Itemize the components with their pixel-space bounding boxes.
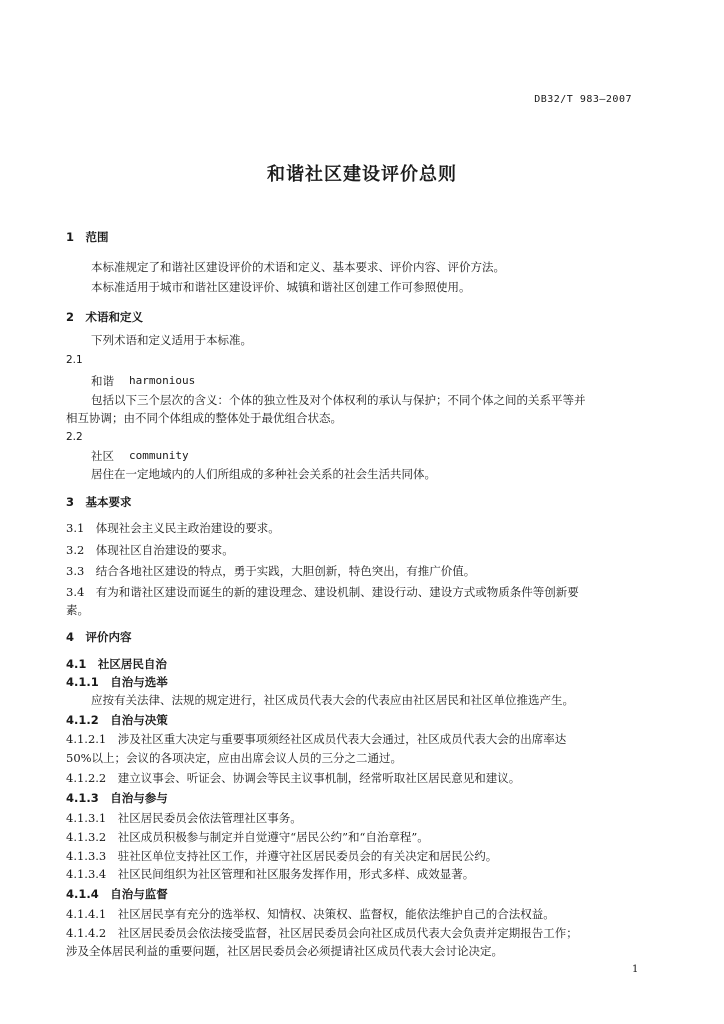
clause-heading: 4.1.1 自治与选举	[66, 675, 168, 689]
section-heading: 4 评价内容	[66, 630, 132, 644]
list-item: 3.3 结合各地社区建设的特点，勇于实践，大胆创新，特色突出，有推广价值。	[66, 564, 476, 578]
list-item: 4.1.2.2 建立议事会、听证会、协调会等民主议事机制，经常听取社区居民意见和建议。	[66, 771, 521, 785]
term-definition: 包括以下三个层次的含义：个体的独立性及对个体权利的承认与保护；不同个体之间的关系平等并	[91, 393, 586, 407]
section-heading: 1 范围	[66, 230, 109, 244]
page-title: 和谐社区建设评价总则	[267, 164, 457, 185]
term-number: 2.2	[66, 431, 83, 443]
list-item: 3.2 体现社区自治建设的要求。	[66, 543, 234, 557]
list-item: 4.1.3.1 社区居民委员会依法管理社区事务。	[66, 811, 302, 825]
list-item: 4.1.3.4 社区民间组织为社区管理和社区服务发挥作用，形式多样、成效显著。	[66, 867, 475, 881]
paragraph: 本标准规定了和谐社区建设评价的术语和定义、基本要求、评价内容、评价方法。	[91, 260, 505, 274]
list-item: 4.1.4.1 社区居民享有充分的选举权、知情权、决策权、监督权，能依法维护自己的合法权益。	[66, 907, 555, 921]
subsection-heading: 4.1 社区居民自治	[66, 657, 167, 671]
clause-heading: 4.1.4 自治与监督	[66, 887, 168, 901]
list-item: 4.1.4.2 社区居民委员会依法接受监督，社区居民委员会向社区成员代表大会负责并定期报告工作；	[66, 926, 578, 940]
clause-heading: 4.1.3 自治与参与	[66, 791, 168, 805]
paragraph: 应按有关法律、法规的规定进行，社区成员代表大会的代表应由社区居民和社区单位推选产生。	[91, 693, 574, 707]
section-heading: 2 术语和定义	[66, 310, 144, 324]
page-number: 1	[632, 964, 639, 975]
list-item: 3.1 体现社会主义民主政治建设的要求。	[66, 521, 280, 535]
term-definition: 相互协调；由不同个体组成的整体处于最优组合状态。	[66, 411, 342, 425]
section-heading: 3 基本要求	[66, 495, 132, 509]
paragraph: 下列术语和定义适用于本标准。	[91, 333, 252, 347]
term-en: community	[129, 449, 189, 462]
list-item-continuation: 素。	[66, 603, 89, 617]
term-cn: 社区	[91, 449, 114, 463]
list-item: 4.1.2.1 涉及社区重大决定与重要事项须经社区成员代表大会通过，社区成员代表大会的出席率达	[66, 732, 567, 746]
list-item: 4.1.3.2 社区成员积极参与制定并自觉遵守“居民公约”和“自治章程”。	[66, 830, 429, 844]
term-en: harmonious	[129, 374, 196, 387]
list-item-continuation: 涉及全体居民利益的重要问题，社区居民委员会必须提请社区成员代表大会讨论决定。	[66, 944, 503, 958]
list-item: 3.4 有为和谐社区建设而诞生的新的建设理念、建设机制、建设行动、建设方式或物质条件等创新要	[66, 585, 579, 599]
standard-number: DB32/T 983—2007	[534, 94, 632, 105]
term-number: 2.1	[66, 354, 83, 366]
term-cn: 和谐	[91, 374, 114, 388]
clause-heading: 4.1.2 自治与决策	[66, 713, 168, 727]
paragraph: 本标准适用于城市和谐社区建设评价、城镇和谐社区创建工作可参照使用。	[91, 280, 471, 294]
list-item: 4.1.3.3 驻社区单位支持社区工作，并遵守社区居民委员会的有关决定和居民公约。	[66, 849, 498, 863]
list-item-continuation: 50%以上；会议的各项决定，应由出席会议人员的三分之二通过。	[66, 751, 403, 765]
term-definition: 居住在一定地域内的人们所组成的多种社会关系的社会生活共同体。	[91, 467, 436, 481]
